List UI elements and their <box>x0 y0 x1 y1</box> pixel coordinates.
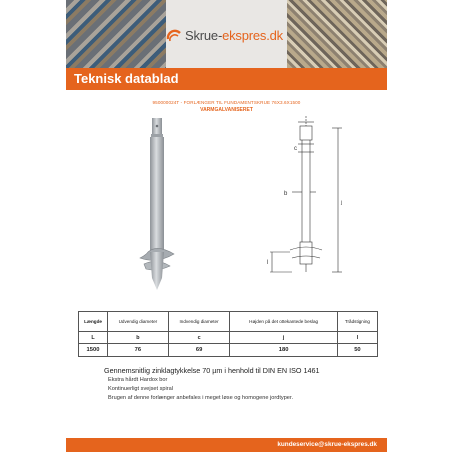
screw-photo <box>140 118 174 290</box>
product-figure <box>66 112 387 302</box>
coating-note: Gennemsnitlig zinklagtykkelse 70 µm i henhold til DIN EN ISO 1461 <box>104 366 320 375</box>
table-cell: b <box>108 332 169 344</box>
product-finish: VARMGALVANISERET <box>200 107 253 113</box>
table-symbol-row <box>79 332 378 344</box>
note-item: Kontinuerligt svejset spiral <box>108 386 173 392</box>
table-cell: 1500 <box>79 344 108 357</box>
product-notes <box>104 366 374 403</box>
logo-text: Skrue-ekspres.dk <box>185 27 283 43</box>
spec-table <box>78 311 378 357</box>
table-cell: 180 <box>230 344 338 357</box>
table-header-cell: Højden på det ottekantede beslag <box>230 312 338 332</box>
table-cell: l <box>337 332 377 344</box>
logo-icon <box>166 27 182 43</box>
table-header-cell: Trådstigning <box>337 312 377 332</box>
screws-photo <box>287 0 387 68</box>
contact-email[interactable]: kundeservice@skrue-ekspres.dk <box>277 441 377 448</box>
table-header-cell: Udvendig diameter <box>108 312 169 332</box>
table-cell: 76 <box>108 344 169 357</box>
note-item: Brugen af denne forlænger anbefales i meget løse og homogene jordtyper. <box>108 395 294 401</box>
tools-photo <box>66 0 166 68</box>
note-item: Ekstra hårdt Hardox bor <box>108 377 168 383</box>
dim-label-l: l <box>267 260 269 266</box>
datasheet-page <box>66 0 387 452</box>
header <box>66 0 387 68</box>
table-header-cell: Indvendig diameter <box>168 312 230 332</box>
table-value-row <box>79 344 378 357</box>
product-subtitle: 950000024T - FORLÆNGER TIL FUNDAMENTSKRUE 76X3.6X1500 <box>152 100 301 105</box>
table-cell: 69 <box>168 344 230 357</box>
logo[interactable] <box>166 18 287 52</box>
technical-drawing <box>270 116 342 272</box>
dim-label-c: c <box>294 146 297 152</box>
document-title: Teknisk datablad <box>66 68 387 90</box>
table-header-cell: Længde <box>79 312 108 332</box>
table-cell: j <box>230 332 338 344</box>
footer <box>66 438 387 452</box>
table-cell: L <box>79 332 108 344</box>
dim-label-j: j <box>341 200 343 206</box>
dim-label-b: b <box>284 191 288 197</box>
table-cell: 50 <box>337 344 377 357</box>
table-header-row <box>79 312 378 332</box>
table-cell: c <box>168 332 230 344</box>
